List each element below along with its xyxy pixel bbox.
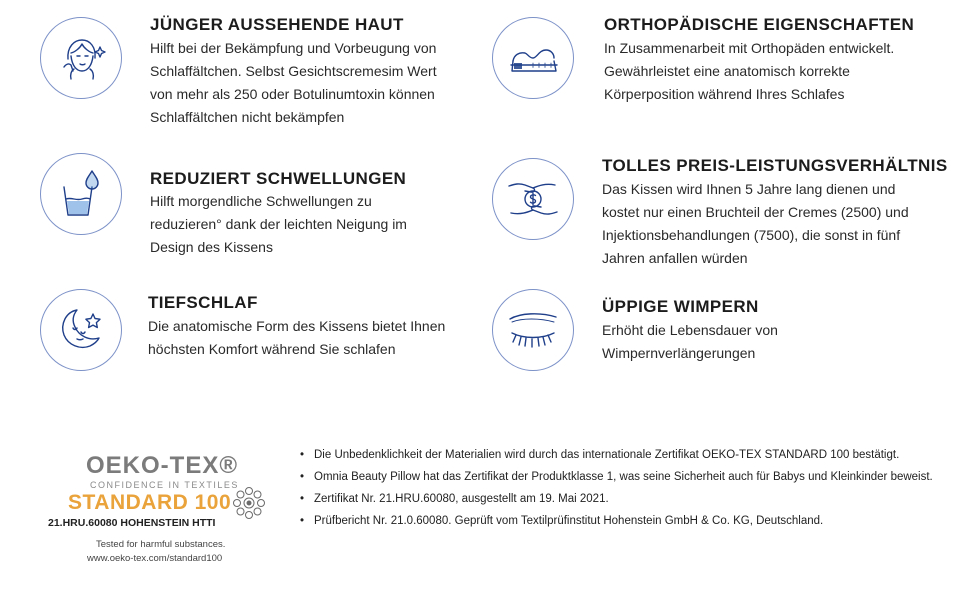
oeko-tex-tagline: CONFIDENCE IN TEXTILES <box>90 480 239 490</box>
description-line: Design des Kissens <box>150 239 273 255</box>
feature-description <box>150 190 407 259</box>
description-line: höchsten Komfort während Sie schlafen <box>148 341 396 357</box>
description-line: Hilft morgendliche Schwellungen zu <box>150 193 372 209</box>
list-item: • Omnia Beauty Pillow hat das Zertifikat der Produktklasse 1, was seine Sicherheit auch für Babys und Kleinkinder beweist. <box>300 467 940 488</box>
money-hands-icon <box>492 158 574 240</box>
list-item: • Die Unbedenklichkeit der Materialien wird durch das internationale Zertifikat OEKO-TEX STANDARD 100 bestätigt. <box>300 445 940 466</box>
certification-list <box>300 445 940 533</box>
description-line: Schlaffältchen nicht bekämpfen <box>150 109 345 125</box>
feature-title: ORTHOPÄDISCHE EIGENSCHAFTEN <box>604 15 915 34</box>
description-line: von mehr als 250 oder Botulinumtoxin können <box>150 86 435 102</box>
description-line: kostet nur einen Bruchteil der Cremes (2500) und <box>602 204 909 220</box>
pillow-icon <box>492 17 574 99</box>
oeko-tex-url: www.oeko-tex.com/standard100 <box>87 553 223 564</box>
description-line: Das Kissen wird Ihnen 5 Jahre lang dienen und <box>602 181 896 197</box>
feature-description <box>150 37 437 129</box>
description-line: Jahren anfallen würden <box>602 250 748 266</box>
description-line: Gewährleistet eine anatomisch korrekte <box>604 63 850 79</box>
oeko-tex-standard: STANDARD 100 <box>68 491 232 514</box>
feature-title: TOLLES PREIS-LEISTUNGSVERHÄLTNIS <box>602 156 948 175</box>
description-line: In Zusammenarbeit mit Orthopäden entwickelt. <box>604 40 895 56</box>
feature-description <box>148 315 445 361</box>
oeko-tex-tested-note: Tested for harmful substances. <box>96 539 226 550</box>
feature-description <box>602 178 909 270</box>
eyelash-icon <box>492 289 574 371</box>
oeko-tex-logo-text: OEKO-TEX® <box>86 452 239 479</box>
description-line: Erhöht die Lebensdauer von <box>602 322 778 338</box>
feature-description <box>604 37 894 106</box>
description-line: Hilft bei der Bekämpfung und Vorbeugung von <box>150 40 437 56</box>
water-glass-icon <box>40 153 122 235</box>
moon-star-icon <box>40 289 122 371</box>
oeko-tex-badge <box>40 452 280 582</box>
feature-description <box>602 319 778 365</box>
list-item: • Prüfbericht Nr. 21.0.60080. Geprüft vom Textilprüfinstitut Hohenstein GmbH & Co. KG, Deutschland. <box>300 511 940 532</box>
description-line: Wimpernverlängerungen <box>602 345 756 361</box>
feature-title: ÜPPIGE WIMPERN <box>602 297 759 316</box>
feature-title: TIEFSCHLAF <box>148 293 258 312</box>
oeko-tex-cert-number: 21.HRU.60080 HOHENSTEIN HTTI <box>48 517 216 529</box>
face-sparkle-icon <box>40 17 122 99</box>
feature-title: JÜNGER AUSSEHENDE HAUT <box>150 15 404 34</box>
description-line: Injektionsbehandlungen (7500), die sonst in fünf <box>602 227 901 243</box>
list-item: • Zertifikat Nr. 21.HRU.60080, ausgestellt am 19. Mai 2021. <box>300 489 940 510</box>
oeko-tex-flower-icon <box>230 484 268 527</box>
description-line: Schlaffältchen. Selbst Gesichtscremesim Wert <box>150 63 437 79</box>
description-line: reduzieren° dank der leichten Neigung im <box>150 216 407 232</box>
feature-title: REDUZIERT SCHWELLUNGEN <box>150 169 407 188</box>
description-line: Körperposition während Ihres Schlafes <box>604 86 845 102</box>
description-line: Die anatomische Form des Kissens bietet Ihnen <box>148 318 446 334</box>
